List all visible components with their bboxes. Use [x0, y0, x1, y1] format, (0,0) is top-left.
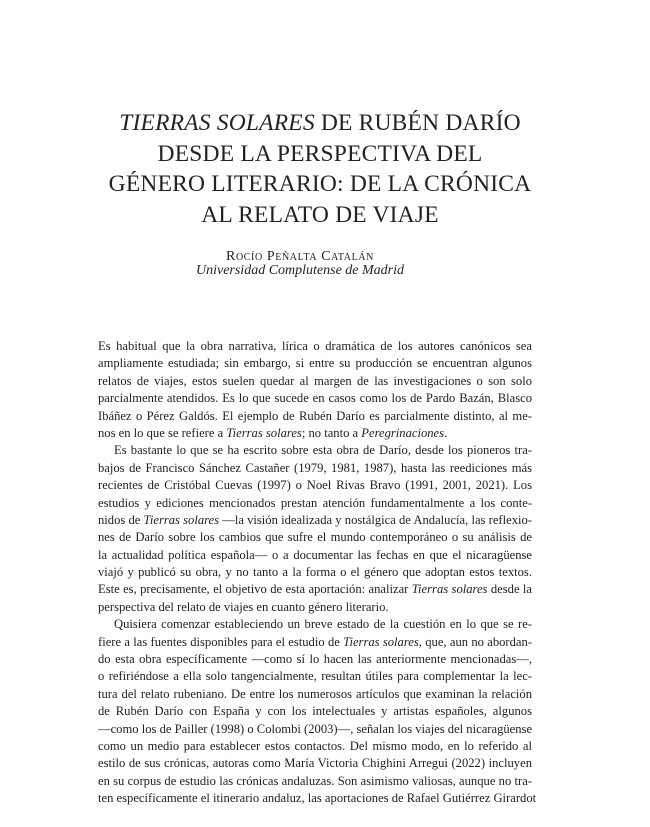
body-line — [98, 477, 532, 494]
body-line — [98, 338, 532, 355]
text-run: estudios y ediciones mencionados prestan atención fundamentalmente a los conte- — [98, 495, 532, 510]
text-run: Quisiera comenzar estableciendo un breve estado de la cuestión en lo que se re- — [114, 617, 532, 632]
text-run: . — [444, 425, 448, 440]
text-run: Este es, precisamente, el objetivo de esta aportación: analizar — [98, 582, 412, 597]
title-line-1 — [90, 108, 550, 139]
title-line-2: DESDE LA PERSPECTIVA DEL — [157, 140, 483, 167]
text-run: —la visión idealizada y nostálgica de Andalucía, las reflexio- — [219, 512, 532, 527]
body-line — [98, 495, 532, 512]
text-run: perspectiva del relato de viajes en cuanto género literario. — [98, 599, 389, 614]
body-line — [98, 408, 532, 425]
text-run: Es habitual que la obra narrativa, lírica o dramática de los autores canónicos sea — [98, 339, 532, 353]
body-line — [98, 634, 532, 651]
text-run: viajó y publicó su obra, y no tanto a la forma o el género que adoptan estos textos. — [98, 565, 532, 580]
title-line-1-rest: DE RUBÉN DARÍO — [314, 110, 521, 136]
italic-title-ref: Tierras solares — [343, 634, 419, 649]
italic-title-ref: Tierras solares — [226, 425, 302, 440]
text-run: ; no tanto a — [301, 425, 362, 440]
text-run: o refiriéndose a ella solo tangencialmente, resultan útiles para complementar la lec- — [98, 669, 532, 684]
author-affiliation: Universidad Complutense de Madrid — [195, 263, 405, 278]
text-run: ampliamente estudiada; sin embargo, si entre su producción se encuentran algunos — [98, 356, 532, 371]
text-run: de Rubén Darío con España y con los intelectuales y artistas españoles, algunos — [98, 704, 532, 719]
text-run: bajos de Francisco Sánchez Castañer (1979, 1981, 1987), hasta las reediciones más — [98, 460, 532, 475]
body-line — [98, 460, 532, 477]
text-run: , que, aun no abordan- — [418, 634, 533, 649]
text-run: Es bastante lo que se ha escrito sobre esta obra de Darío, desde los pioneros tra- — [114, 443, 532, 458]
text-run: nidos de — [98, 512, 144, 527]
text-run: nes de Darío sobre los cambios que sufre el mundo contemporáneo o su análisis de — [98, 530, 532, 545]
body-line — [98, 721, 532, 738]
text-run: ten específicamente el itinerario andaluz, las aportaciones de Rafael Gutiérrez Girardot — [98, 791, 537, 806]
text-run: recientes de Cristóbal Cuevas (1997) o Noel Rivas Bravo (1991, 2001, 2021). Los — [98, 478, 532, 493]
text-run: —como los de Pailler (1998) o Colombi (2003)—, señalan los viajes del nicaragüense — [98, 721, 533, 736]
body-line — [98, 547, 532, 564]
body-line — [98, 425, 532, 442]
body-line — [98, 355, 532, 372]
body-line — [98, 651, 532, 668]
text-run: Ibáñez o Pérez Galdós. El ejemplo de Rubén Darío es parcialmente distinto, al me- — [98, 408, 532, 423]
author-name: Rocío Peñalta Catalán — [226, 249, 374, 264]
body-line — [98, 703, 532, 720]
body-line — [98, 564, 532, 581]
text-run: como un medio para establecer estos contactos. Del mismo modo, en lo referido al — [98, 738, 532, 753]
body-line — [98, 616, 532, 633]
text-run: en su corpus de estudio las crónicas andaluzas. Son asimismo valiosas, aunque no tra- — [98, 773, 532, 788]
body-line — [98, 512, 532, 529]
body-line — [98, 373, 532, 390]
body-text — [98, 338, 537, 808]
body-line — [98, 755, 532, 772]
text-run: nos en lo que se refiere a — [98, 425, 227, 440]
title-line-3: GÉNERO LITERARIO: DE LA CRÓNICA — [108, 171, 532, 197]
title-italic-work: TIERRAS SOLARES — [119, 110, 315, 136]
title-line-4: AL RELATO DE VIAJE — [201, 201, 439, 228]
body-line — [98, 581, 532, 598]
italic-title-ref: Tierras solares — [411, 582, 488, 597]
text-run: do esta obra específicamente —como sí lo hacen las anteriormente mencionadas—, — [98, 652, 532, 667]
text-run: la actualidad política española— o a documentar las fechas en que el nicaragüense — [98, 547, 532, 562]
text-run: tura del relato rubeniano. De entre los numerosos artículos que examinan la relación — [98, 686, 532, 701]
body-line — [98, 773, 532, 790]
text-run: fiere a las fuentes disponibles para el estudio de — [98, 634, 344, 649]
article-title — [90, 108, 550, 230]
body-line — [98, 442, 532, 459]
body-line — [98, 738, 532, 755]
italic-title-ref: Peregrinaciones — [361, 425, 445, 440]
body-line — [98, 668, 532, 685]
body-line — [98, 599, 532, 616]
body-line — [98, 390, 532, 407]
body-line — [98, 790, 537, 807]
text-run: estilo de sus crónicas, autoras como María Victoria Chighini Arregui (2022) incluyen — [98, 756, 532, 771]
body-line — [98, 529, 532, 546]
text-run: desde la — [487, 582, 533, 597]
text-run: parcialmente atendidos. Es lo que sucede en casos como los de Pardo Bazán, Blasco — [98, 391, 532, 406]
text-run: relatos de viajes, estos suelen quedar al margen de las investigaciones o son solo — [98, 373, 532, 388]
italic-title-ref: Tierras solares — [143, 512, 220, 527]
body-line — [98, 686, 532, 703]
